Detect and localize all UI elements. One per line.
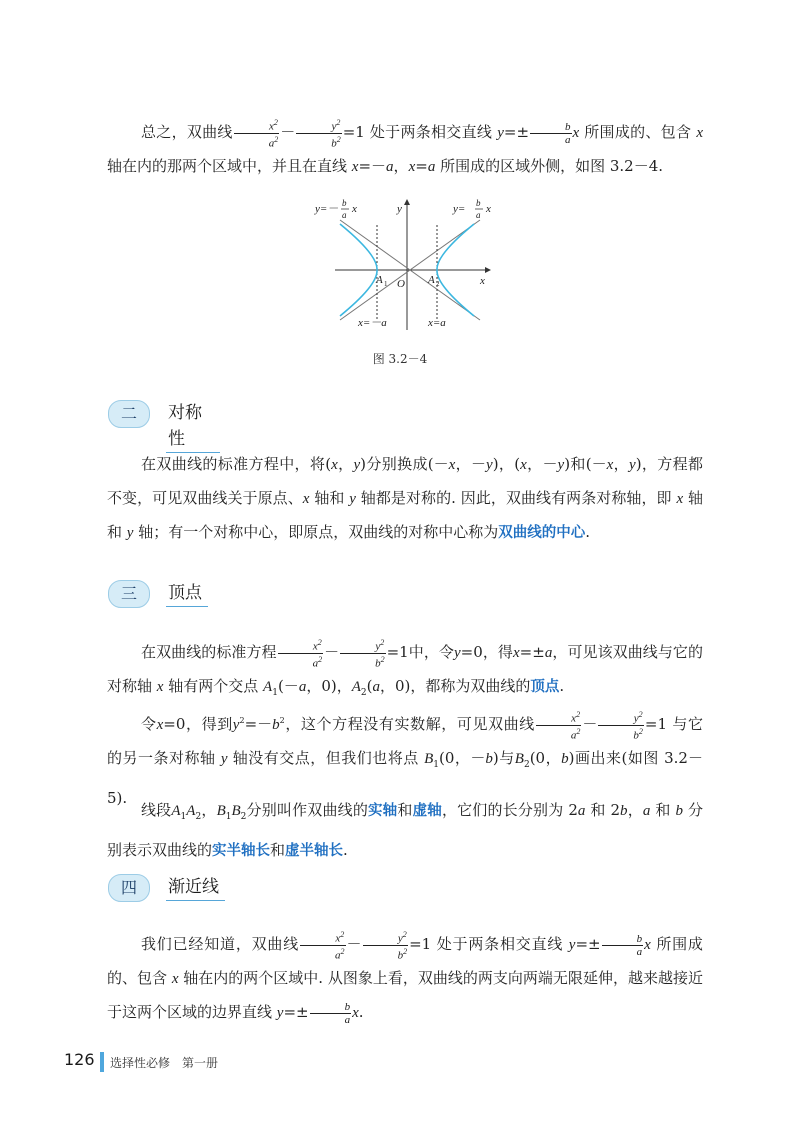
label-origin: O (397, 278, 405, 290)
label-x-pos-a: x=a (428, 317, 446, 329)
label-x-neg-a: x=－a (358, 317, 387, 329)
symmetry-paragraph: 在双曲线的标准方程中，将(x，y)分别换成(－x，－y)，(x，－y)和(－x，y)，方程都不变，可见双曲线关于原点、x 轴和 y 轴都是对称的. 因此，双曲线有两条对称轴，即 x 轴和 y 轴；有一个对称中心，即原点，双曲线的对称中心称为双曲线的中心. (107, 455, 703, 541)
book-title: 选择性必修 第一册 (110, 1056, 219, 1070)
section-number-badge: 三 (108, 580, 150, 608)
label-asymptote-left: y=－ (315, 203, 339, 215)
section-number-badge: 四 (108, 874, 150, 902)
footer-divider (100, 1052, 104, 1072)
label-a2: A (428, 274, 435, 286)
vertex-paragraph-2: 令x=0，得到$y^2=-b^2$，这个方程没有实数解，可见双曲线 $\frac{x^2}{a^2}$ － $\frac{y^2}{b^2}$ =1 与它的另一条对称轴 y 轴没有交点，但我们也将点 $B_1(0$，－b)与$B_2(0$，b)画出来(如图 3.2－5). (107, 709, 703, 807)
vertex-paragraph-1: 在双曲线的标准方程 $\frac{x^2}{a^2}$ － $\frac{y^2}{b^2}$ =1中，令y=0，得x=±a，可见该双曲线与它的对称轴 x 轴有两个交点 $A_1(-a$，0)，$A_2(a$，0)，都称为双曲线的顶点. (107, 637, 703, 698)
section-title: 顶点 (166, 580, 208, 607)
label-asymptote-right: y= (453, 203, 466, 215)
label-frac-a-right: a (476, 210, 481, 220)
asymptote-paragraph: 我们已经知道，双曲线 $\frac{x^2}{a^2}$ － $\frac{y^2}{b^2}$ =1 处于两条相交直线 y=± $\frac{b}{a}$ x 所围成的、包含 x 轴在内的两个区域中. 从图象上看，双曲线的两支向两端无限延伸，越来越接近于这两个区域的边界直线 y=± $\frac{b}{a}$ x. (107, 929, 703, 1026)
label-x-axis: x (480, 275, 485, 287)
label-frac-x-left: x (352, 203, 357, 215)
y-axis-arrow (404, 199, 410, 205)
label-y-axis: y (397, 203, 402, 215)
label-frac-b-right: b (476, 198, 481, 208)
keyword-hyperbola-center: 双曲线的中心 (498, 525, 586, 541)
section-title: 对称性 (166, 400, 220, 453)
hyperbola-figure (300, 190, 500, 340)
figure-caption: 图 3.2－4 (372, 352, 428, 366)
keyword-vertex: 顶点 (530, 679, 560, 695)
label-frac-x-right: x (486, 203, 491, 215)
svg-text:2: 2 (436, 280, 440, 288)
section-title: 渐近线 (166, 874, 225, 901)
keyword-real-axis: 实轴 (368, 803, 398, 819)
keyword-imaginary-axis: 虚轴 (412, 803, 442, 819)
keyword-imaginary-semi-axis: 虚半轴长 (285, 843, 344, 859)
label-a1: A (376, 274, 383, 286)
section-number-badge: 二 (108, 400, 150, 428)
x-axis-arrow (485, 267, 491, 273)
label-frac-b-left: b (342, 198, 347, 208)
intro-paragraph: 总之，双曲线 $\frac{x^2}{a^2}$ － $\frac{y^2}{b^2}$ =1 处于两条相交直线 y=± $\frac{b}{a}$ x 所围成的、包含 x 轴在内的那两个区域中，并且在直线 x=－a，x=a 所围成的区域外侧，如图 3.2－4. (107, 117, 703, 175)
keyword-real-semi-axis: 实半轴长 (212, 843, 271, 859)
label-frac-a-left: a (342, 210, 347, 220)
vertex-paragraph-3: 线段$A_1A_2$，$B_1B_2$分别叫作双曲线的实轴和虚轴，它们的长分别为 2a 和 2b，a 和 b 分别表示双曲线的实半轴长和虚半轴长. (107, 801, 703, 859)
svg-text:1: 1 (384, 280, 388, 288)
page-number: 126 (64, 1050, 95, 1069)
